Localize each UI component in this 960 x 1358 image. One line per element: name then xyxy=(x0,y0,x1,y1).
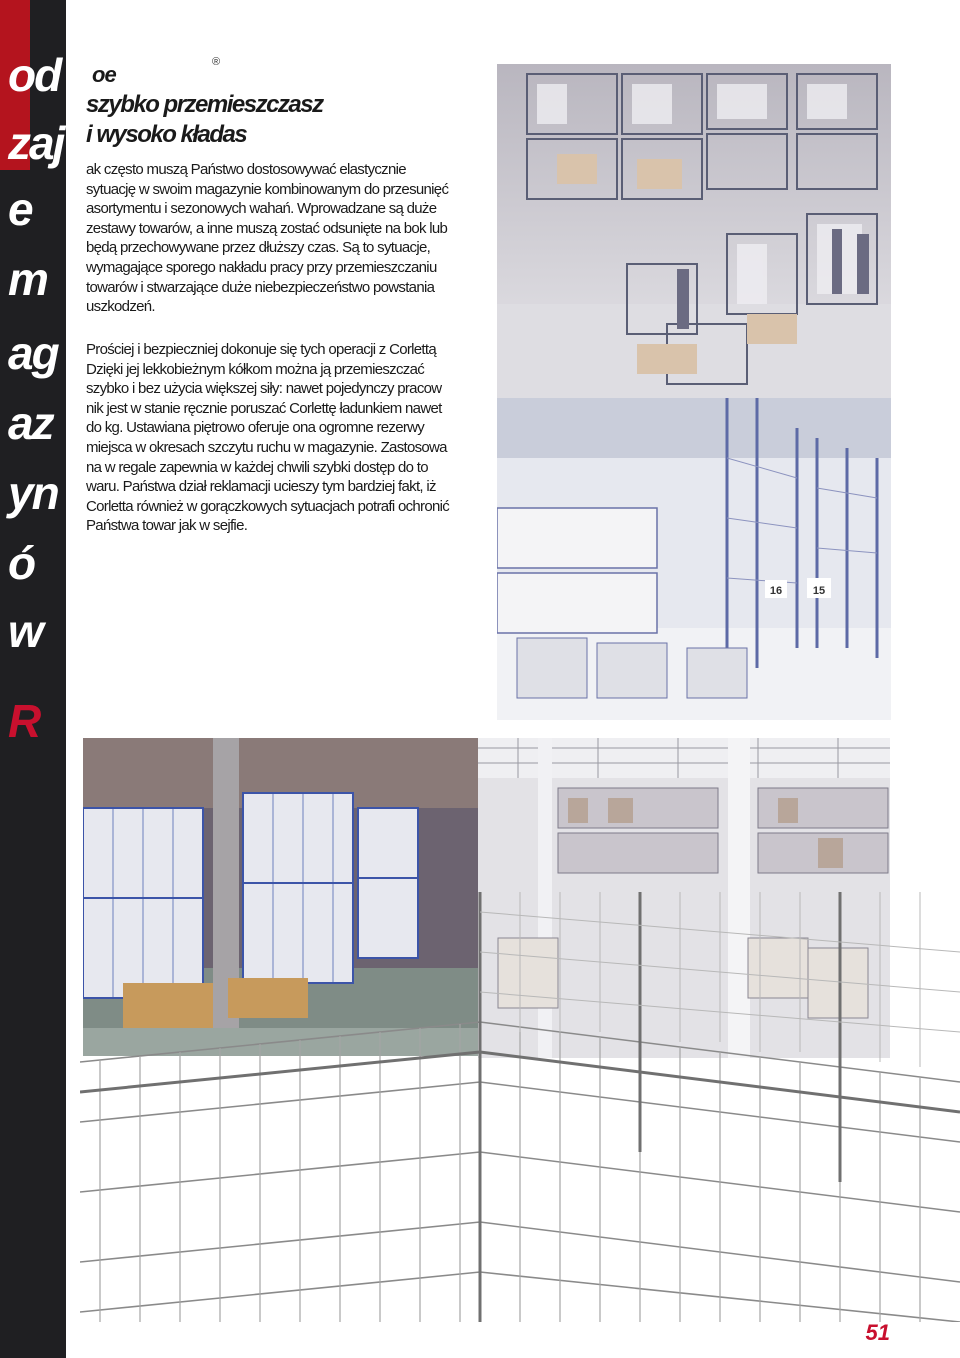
body-paragraph-2 xyxy=(86,340,526,536)
text-line: Dzięki jej lekkobieżnym kółkom można ją przemieszczać xyxy=(86,360,425,378)
page-headline xyxy=(86,90,323,150)
text-line: sytuację w swoim magazynie kombinowanym do przesunięć xyxy=(86,180,449,198)
text-line: towarów i stwarzające duże niebezpieczeństwo powstania xyxy=(86,278,435,296)
sidebar-word: w xyxy=(8,605,42,657)
sidebar-word-accent: R xyxy=(8,695,40,747)
text-line: Prościej i bezpieczniej dokonuje się tych operacji z Corlettą xyxy=(86,341,436,358)
wire-container-illustration xyxy=(80,892,960,1322)
text-line: miejsca w okresach szczytu ruchu w magazynie. Zastosowa xyxy=(86,438,447,456)
text-line: do kg. Ustawiana piętrowo oferuje ona ogromne rezerwy xyxy=(86,419,425,437)
warehouse-photo-high-racks xyxy=(497,398,891,720)
sidebar-word: m xyxy=(8,253,47,305)
sidebar-word: az xyxy=(8,397,53,449)
text-line: wymagające sporego nakładu pracy przy przemieszczaniu xyxy=(86,258,437,276)
body-paragraph-1 xyxy=(86,160,526,317)
rack-number-label: 15 xyxy=(812,585,826,597)
text-line: będą przechowywane przez dłuższy czas. Są to sytuacje, xyxy=(86,239,431,257)
sidebar-word: od xyxy=(8,49,61,101)
sidebar-word: e xyxy=(8,183,32,235)
sidebar-word: ó xyxy=(8,537,35,589)
text-line: uszkodzeń. xyxy=(86,298,155,316)
sidebar-word: zaj xyxy=(8,117,64,169)
text-line: zestawy towarów, a inne muszą zostać odsunięte na bok lub xyxy=(86,219,448,237)
text-line: nik jest w stanie ręcznie poruszać Corlettę ładunkiem nawet xyxy=(86,399,442,417)
text-line: waru. Państwa dział reklamacji ucieszy tym bardziej fakt, iż xyxy=(86,478,436,496)
text-line: szybko i bez użycia większej siły: nawet pojedynczy pracow xyxy=(86,380,442,398)
sidebar xyxy=(0,0,66,1358)
brand-word: oe xyxy=(92,62,116,87)
page-number: 51 xyxy=(865,1320,890,1345)
text-line: Corletta również w gorączkowych sytuacjach potrafi ochronić xyxy=(86,497,450,515)
sidebar-word: ag xyxy=(8,327,58,379)
registered-mark: ® xyxy=(212,56,221,68)
headline-line: i wysoko kładas xyxy=(86,121,247,148)
headline-line: szybko przemieszczasz xyxy=(86,91,323,118)
text-line: ak często muszą Państwo dostosowywać elastycznie xyxy=(86,161,406,178)
rack-number-label: 16 xyxy=(769,585,783,597)
warehouse-photo-stacked-containers xyxy=(497,64,891,398)
text-line: na w regale zapewnia w każdej chwili szybki dostęp do to xyxy=(86,458,428,476)
text-line: Państwa towar jak w sejfie. xyxy=(86,517,248,535)
text-line: asortymentu i sezonowych wahań. Wprowadzane są duże xyxy=(86,200,437,218)
sidebar-word: yn xyxy=(8,467,58,519)
